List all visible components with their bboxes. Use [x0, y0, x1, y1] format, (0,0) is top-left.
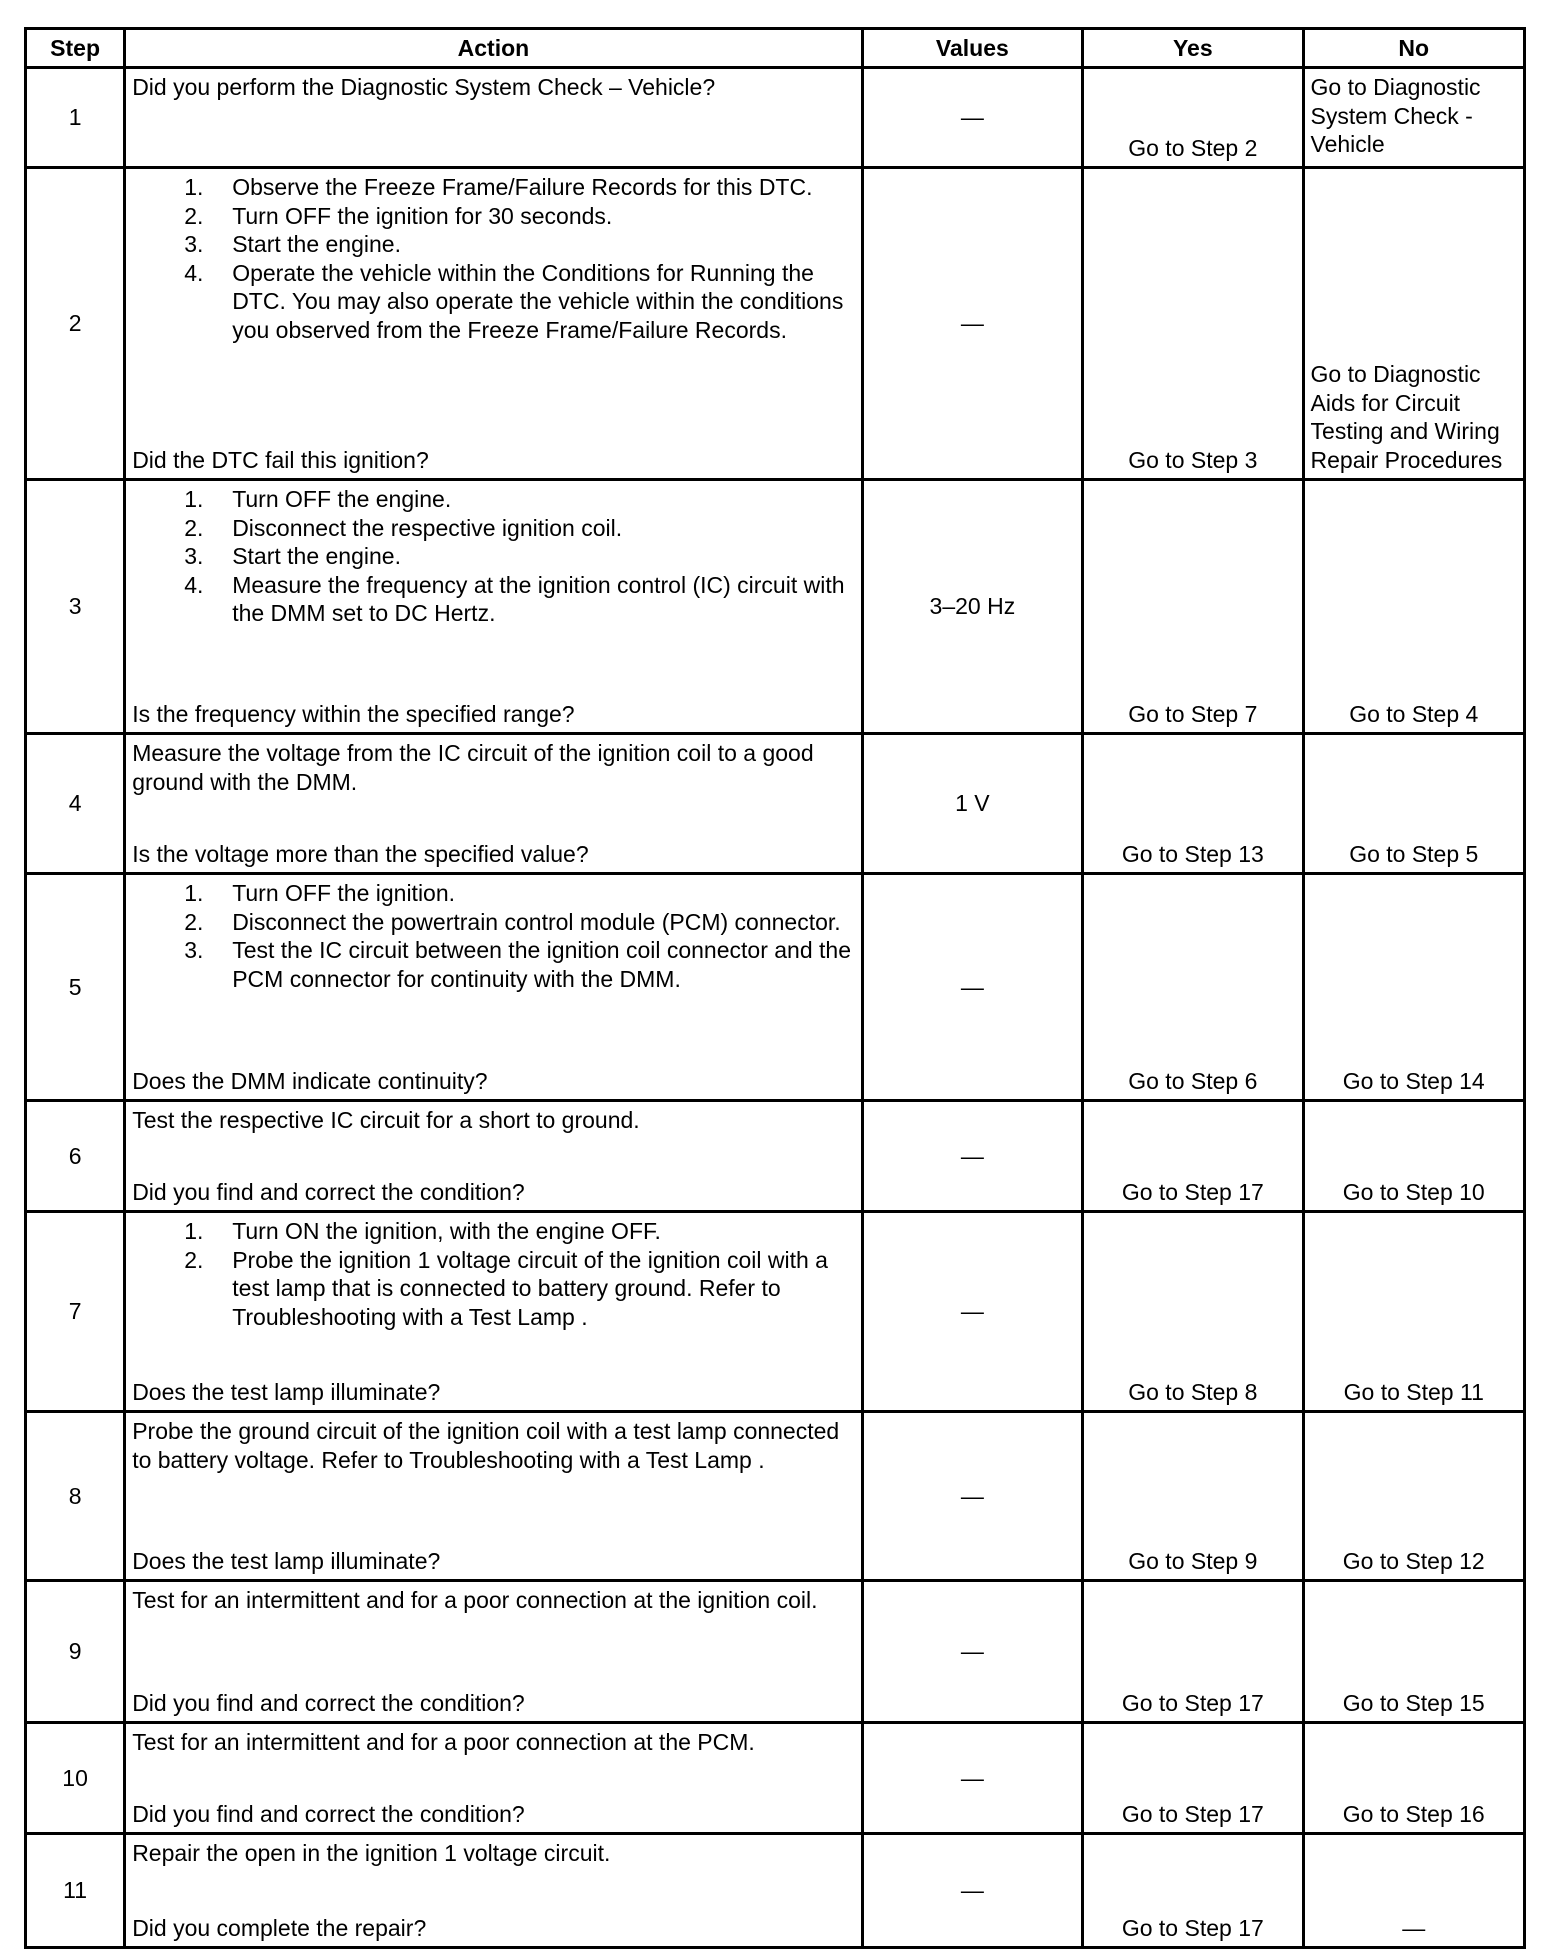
action-cell	[125, 1412, 862, 1581]
action-step-number: 3.	[184, 543, 204, 569]
yes-cell	[1083, 168, 1303, 480]
no-outcome: Go to Step 11	[1343, 1378, 1484, 1405]
step-number: 3	[26, 480, 125, 734]
value-cell: —	[862, 1834, 1082, 1948]
action-step-number: 3.	[184, 937, 204, 963]
action-question: Does the test lamp illuminate?	[132, 1378, 441, 1405]
value-cell: —	[862, 68, 1082, 168]
action-step-text: Turn ON the ignition, with the engine OFF.	[232, 1218, 661, 1244]
table-row	[26, 1412, 1525, 1581]
no-cell	[1303, 874, 1524, 1101]
action-step-item	[132, 936, 854, 993]
action-step-item	[132, 230, 854, 259]
action-cell	[125, 168, 862, 480]
step-number: 5	[26, 874, 125, 1101]
yes-cell	[1083, 480, 1303, 734]
no-cell	[1303, 1834, 1524, 1948]
no-outcome: Go to Step 15	[1342, 1689, 1485, 1716]
action-step-text: Turn OFF the ignition.	[232, 880, 456, 906]
action-cell	[125, 68, 862, 168]
value-cell: —	[862, 874, 1082, 1101]
no-outcome: Go to Step 16	[1342, 1800, 1485, 1827]
no-outcome: Go to Step 10	[1342, 1178, 1485, 1205]
action-step-number: 4.	[184, 259, 204, 286]
action-step-number: 3.	[184, 231, 204, 257]
yes-cell	[1083, 68, 1303, 168]
no-cell	[1303, 480, 1524, 734]
no-cell	[1303, 1101, 1524, 1212]
action-step-number: 4.	[184, 571, 204, 598]
table-row	[26, 1723, 1525, 1834]
action-step-number: 2.	[184, 908, 204, 935]
action-step-text: Turn OFF the engine.	[232, 486, 452, 512]
value-cell: —	[862, 1101, 1082, 1212]
step-number: 9	[26, 1581, 125, 1723]
yes-outcome: Go to Step 3	[1128, 446, 1258, 473]
value-cell: —	[862, 168, 1082, 480]
action-question: Did you find and correct the condition?	[132, 1800, 525, 1827]
action-cell	[125, 1581, 862, 1723]
action-text: Test the respective IC circuit for a short to ground.	[132, 1107, 640, 1133]
step-number: 4	[26, 734, 125, 874]
value-cell: —	[862, 1581, 1082, 1723]
no-outcome: Go to Diagnostic System Check - Vehicle	[1310, 74, 1481, 157]
no-cell	[1303, 1723, 1524, 1834]
header-step: Step	[26, 29, 125, 68]
no-outcome: Go to Step 5	[1349, 840, 1479, 867]
action-question: Did the DTC fail this ignition?	[132, 446, 429, 473]
yes-outcome: Go to Step 2	[1128, 134, 1258, 161]
action-text: Probe the ground circuit of the ignition coil with a test lamp connected to battery voltage. Refer to Troubleshooting with a Test Lamp .	[132, 1418, 840, 1473]
action-step-text: Start the engine.	[232, 231, 401, 257]
action-text: Repair the open in the ignition 1 voltage circuit.	[132, 1840, 611, 1866]
action-text: Test for an intermittent and for a poor connection at the ignition coil.	[132, 1587, 818, 1613]
action-question: Did you complete the repair?	[132, 1914, 427, 1941]
action-text: Measure the voltage from the IC circuit of the ignition coil to a good ground with the DMM.	[132, 740, 814, 795]
action-step-text: Test the IC circuit between the ignition coil connector and the PCM connector for continuity with the DMM.	[232, 937, 851, 992]
action-step-number: 2.	[184, 202, 204, 229]
no-cell	[1303, 1212, 1524, 1412]
value-cell: —	[862, 1412, 1082, 1581]
no-outcome: —	[1402, 1914, 1426, 1941]
action-question: Does the DMM indicate continuity?	[132, 1067, 488, 1094]
action-question: Is the frequency within the specified range?	[132, 700, 575, 727]
action-step-item	[132, 542, 854, 571]
action-text: Test for an intermittent and for a poor connection at the PCM.	[132, 1729, 755, 1755]
table-row	[26, 1834, 1525, 1948]
action-step-number: 1.	[184, 880, 204, 906]
header-no: No	[1303, 29, 1524, 68]
yes-outcome: Go to Step 17	[1121, 1914, 1264, 1941]
step-number: 2	[26, 168, 125, 480]
action-cell	[125, 480, 862, 734]
action-step-item	[132, 173, 854, 202]
action-step-item	[132, 1246, 854, 1332]
action-step-text: Disconnect the powertrain control module (PCM) connector.	[232, 908, 841, 935]
table-row	[26, 480, 1525, 734]
no-outcome: Go to Step 4	[1349, 700, 1479, 727]
action-cell	[125, 1101, 862, 1212]
yes-cell	[1083, 1212, 1303, 1412]
action-step-item	[132, 485, 854, 514]
yes-cell	[1083, 734, 1303, 874]
action-step-list	[132, 1217, 854, 1331]
value-cell: —	[862, 1723, 1082, 1834]
header-values: Values	[862, 29, 1082, 68]
table-row	[26, 1101, 1525, 1212]
header-row	[26, 29, 1525, 68]
diagnostic-table	[24, 27, 1526, 1949]
action-cell	[125, 1723, 862, 1834]
yes-outcome: Go to Step 17	[1121, 1689, 1264, 1716]
action-question: Did you find and correct the condition?	[132, 1178, 525, 1205]
yes-outcome: Go to Step 8	[1128, 1378, 1258, 1405]
action-step-text: Turn OFF the ignition for 30 seconds.	[232, 202, 613, 229]
yes-cell	[1083, 1723, 1303, 1834]
no-cell	[1303, 68, 1524, 168]
action-step-list	[132, 879, 854, 993]
action-step-item	[132, 514, 854, 543]
action-cell	[125, 1212, 862, 1412]
action-step-list	[132, 485, 854, 628]
value-cell: 3–20 Hz	[862, 480, 1082, 734]
action-step-number: 1.	[184, 1218, 204, 1244]
action-question: Did you find and correct the condition?	[132, 1689, 525, 1716]
step-number: 8	[26, 1412, 125, 1581]
value-cell: 1 V	[862, 734, 1082, 874]
yes-outcome: Go to Step 17	[1121, 1800, 1264, 1827]
action-step-item	[132, 879, 854, 908]
action-step-list	[132, 173, 854, 344]
table-row	[26, 1581, 1525, 1723]
action-step-item	[132, 908, 854, 937]
action-step-number: 2.	[184, 1246, 204, 1273]
step-number: 6	[26, 1101, 125, 1212]
table-row	[26, 734, 1525, 874]
step-number: 7	[26, 1212, 125, 1412]
yes-outcome: Go to Step 7	[1128, 700, 1258, 727]
action-step-number: 2.	[184, 514, 204, 541]
action-step-item	[132, 202, 854, 231]
no-cell	[1303, 1412, 1524, 1581]
table-row	[26, 168, 1525, 480]
yes-outcome: Go to Step 6	[1128, 1067, 1258, 1094]
value-cell: —	[862, 1212, 1082, 1412]
yes-cell	[1083, 1101, 1303, 1212]
yes-cell	[1083, 1834, 1303, 1948]
action-step-item	[132, 571, 854, 628]
no-cell	[1303, 1581, 1524, 1723]
action-text: Did you perform the Diagnostic System Check – Vehicle?	[132, 74, 716, 100]
header-yes: Yes	[1083, 29, 1303, 68]
no-outcome: Go to Diagnostic Aids for Circuit Testing and Wiring Repair Procedures	[1310, 361, 1503, 473]
action-cell	[125, 1834, 862, 1948]
action-step-text: Disconnect the respective ignition coil.	[232, 514, 623, 541]
yes-cell	[1083, 1581, 1303, 1723]
action-step-number: 1.	[184, 486, 204, 512]
yes-outcome: Go to Step 17	[1121, 1178, 1264, 1205]
action-cell	[125, 874, 862, 1101]
header-action: Action	[125, 29, 862, 68]
no-outcome: Go to Step 12	[1342, 1547, 1485, 1574]
action-step-text: Observe the Freeze Frame/Failure Records for this DTC.	[232, 174, 813, 200]
step-number: 10	[26, 1723, 125, 1834]
table-row	[26, 874, 1525, 1101]
action-step-text: Operate the vehicle within the Conditions for Running the DTC. You may also operate the vehicle within the conditions you observed from the Freeze Frame/Failure Records.	[232, 259, 844, 343]
table-row	[26, 1212, 1525, 1412]
action-step-number: 1.	[184, 174, 204, 200]
action-cell	[125, 734, 862, 874]
yes-outcome: Go to Step 13	[1121, 840, 1264, 867]
table-row	[26, 68, 1525, 168]
action-question: Is the voltage more than the specified value?	[132, 840, 589, 867]
step-number: 11	[26, 1834, 125, 1948]
yes-cell	[1083, 1412, 1303, 1581]
action-step-item	[132, 1217, 854, 1246]
step-number: 1	[26, 68, 125, 168]
action-question: Does the test lamp illuminate?	[132, 1547, 441, 1574]
no-cell	[1303, 168, 1524, 480]
no-cell	[1303, 734, 1524, 874]
yes-outcome: Go to Step 9	[1128, 1547, 1258, 1574]
no-outcome: Go to Step 14	[1342, 1067, 1485, 1094]
yes-cell	[1083, 874, 1303, 1101]
action-step-text: Measure the frequency at the ignition control (IC) circuit with the DMM set to DC Hertz.	[232, 571, 845, 626]
action-step-text: Start the engine.	[232, 543, 401, 569]
action-step-text: Probe the ignition 1 voltage circuit of the ignition coil with a test lamp that is connected to battery ground. Refer to Troubleshooting with a Test Lamp .	[232, 1246, 828, 1330]
action-step-item	[132, 259, 854, 345]
